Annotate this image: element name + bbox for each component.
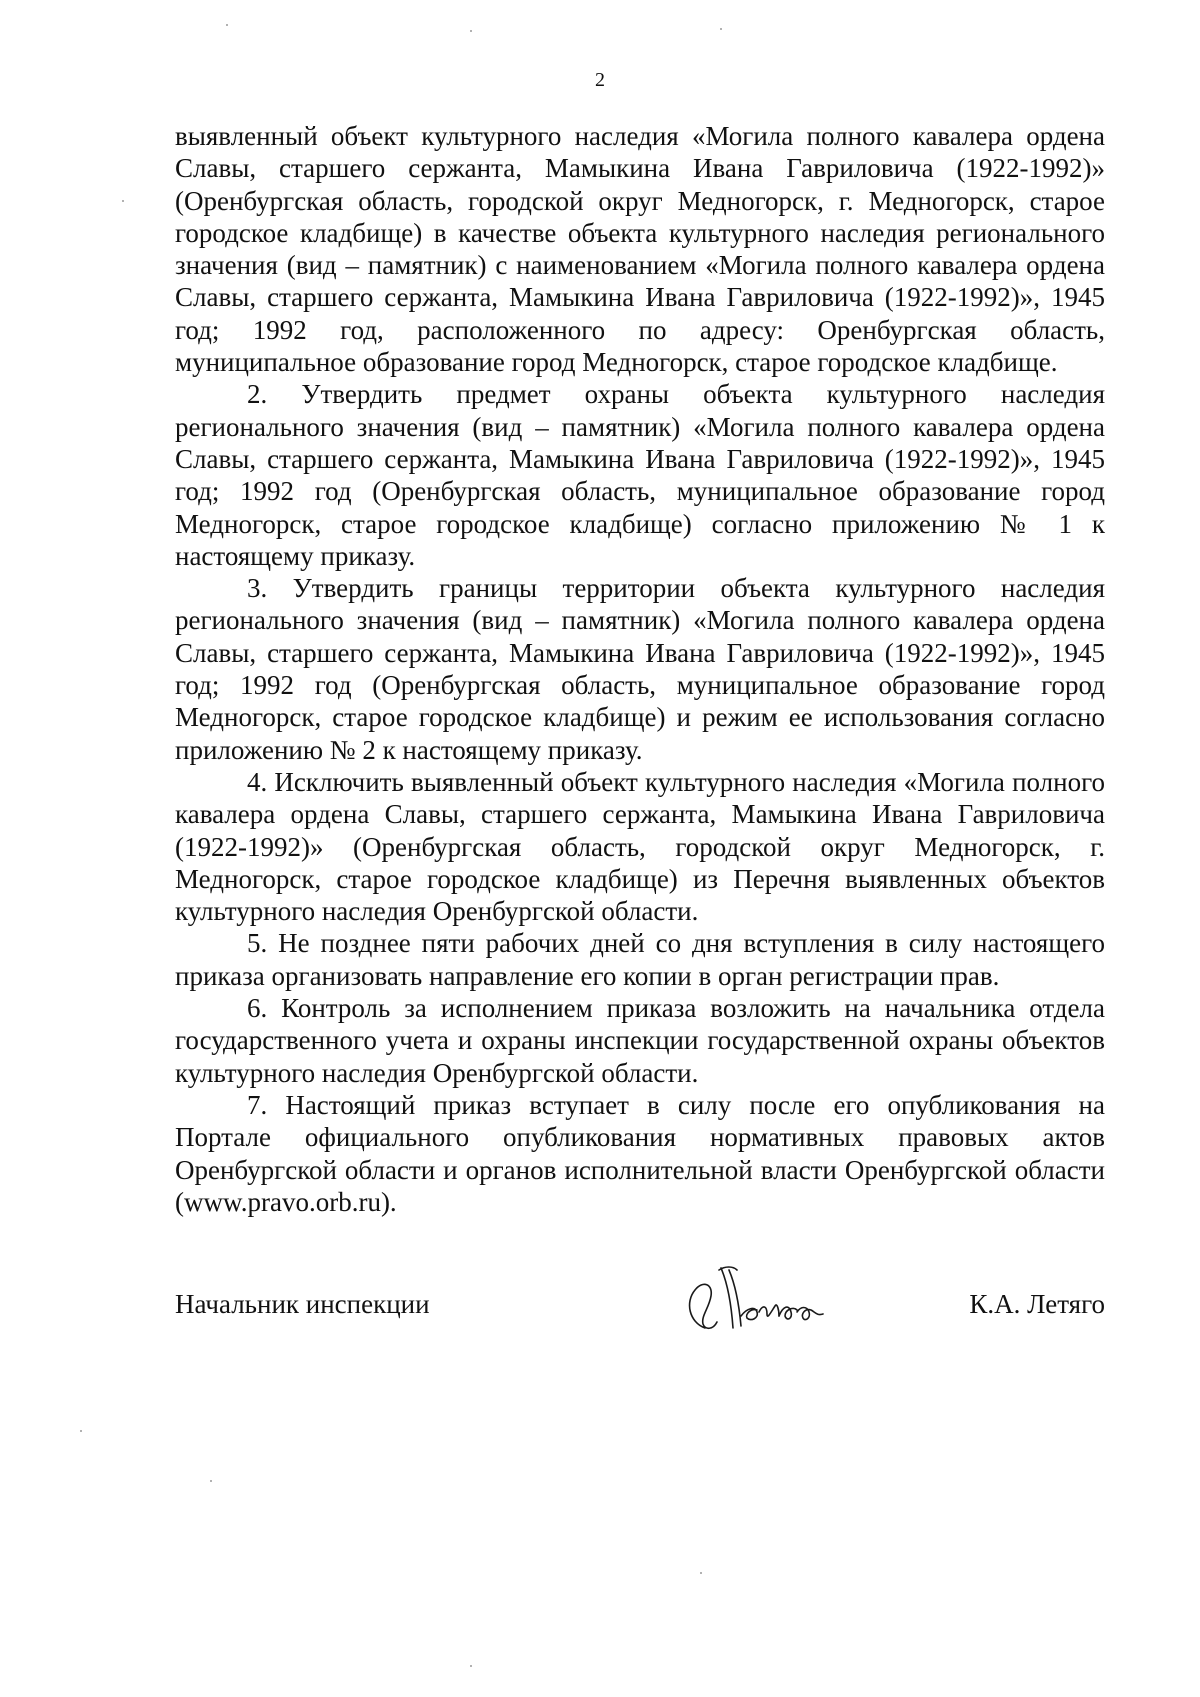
scan-speck (700, 1572, 702, 1574)
scan-speck (80, 1430, 82, 1432)
paragraph-3: 3. Утвердить границы территории объекта культурного наследия регионального значения (вид – памятник) «Могила полного кавалера ордена Славы, старшего сержанта, Мамыкина Ивана Гавриловича (1922-1992)», 1945 год; 1992 год (Оренбургская область, муниципальное образование город Медногорск, старое городское кладбище) и режим ее использования согласно приложению № 2 к настоящему приказу. (175, 573, 1105, 765)
handwritten-signature (675, 1260, 865, 1340)
scan-speck (470, 1665, 472, 1667)
scan-speck (470, 30, 472, 32)
page-number: 2 (595, 69, 605, 91)
paragraph-6: 6. Контроль за исполнением приказа возложить на начальника отдела государственного учета и охраны инспекции государственной охраны объектов культурного наследия Оренбургской области. (175, 993, 1105, 1088)
scan-speck (720, 28, 722, 30)
document-body (175, 120, 1105, 1218)
scan-speck (226, 24, 228, 26)
signature-row (175, 1260, 1105, 1350)
paragraph-4: 4. Исключить выявленный объект культурного наследия «Могила полного кавалера ордена Славы, старшего сержанта, Мамыкина Ивана Гавриловича (1922-1992)» (Оренбургская область, городской округ Медногорск, г. Медногорск, старое городское кладбище) из Перечня выявленных объектов культурного наследия Оренбургской области. (175, 766, 1105, 927)
scan-speck (210, 1480, 212, 1482)
paragraph-7: 7. Настоящий приказ вступает в силу после его опубликования на Портале официального опубликования нормативных правовых актов Оренбургской области и органов исполнительной власти Оренбургской области (www.pravo.orb.ru). (175, 1089, 1105, 1217)
paragraph-2: 2. Утвердить предмет охраны объекта культурного наследия регионального значения (вид – памятник) «Могила полного кавалера ордена Славы, старшего сержанта, Мамыкина Ивана Гавриловича (1922-1992)», 1945 год; 1992 год (Оренбургская область, муниципальное образование город Медногорск, старое городское кладбище) согласно приложению № 1 к настоящему приказу. (175, 379, 1105, 571)
signer-name: К.А. Летяго (969, 1289, 1105, 1319)
paragraph-5: 5. Не позднее пяти рабочих дней со дня вступления в силу настоящего приказа организовать направление его копии в орган регистрации прав. (175, 928, 1105, 991)
scan-speck (122, 200, 124, 202)
paragraph-1-continuation: выявленный объект культурного наследия «Могила полного кавалера ордена Славы, старшего сержанта, Мамыкина Ивана Гавриловича (1922-1992)» (Оренбургская область, городской округ Медногорск, г. Медногорск, старое городское кладбище) в качестве объекта культурного наследия регионального значения (вид – памятник) с наименованием «Могила полного кавалера ордена Славы, старшего сержанта, Мамыкина Ивана Гавриловича (1922-1992)», 1945 год; 1992 год, расположенного по адресу: Оренбургская область, муниципальное образование город Медногорск, старое городское кладбище. (175, 121, 1105, 378)
signer-title: Начальник инспекции (175, 1289, 430, 1319)
